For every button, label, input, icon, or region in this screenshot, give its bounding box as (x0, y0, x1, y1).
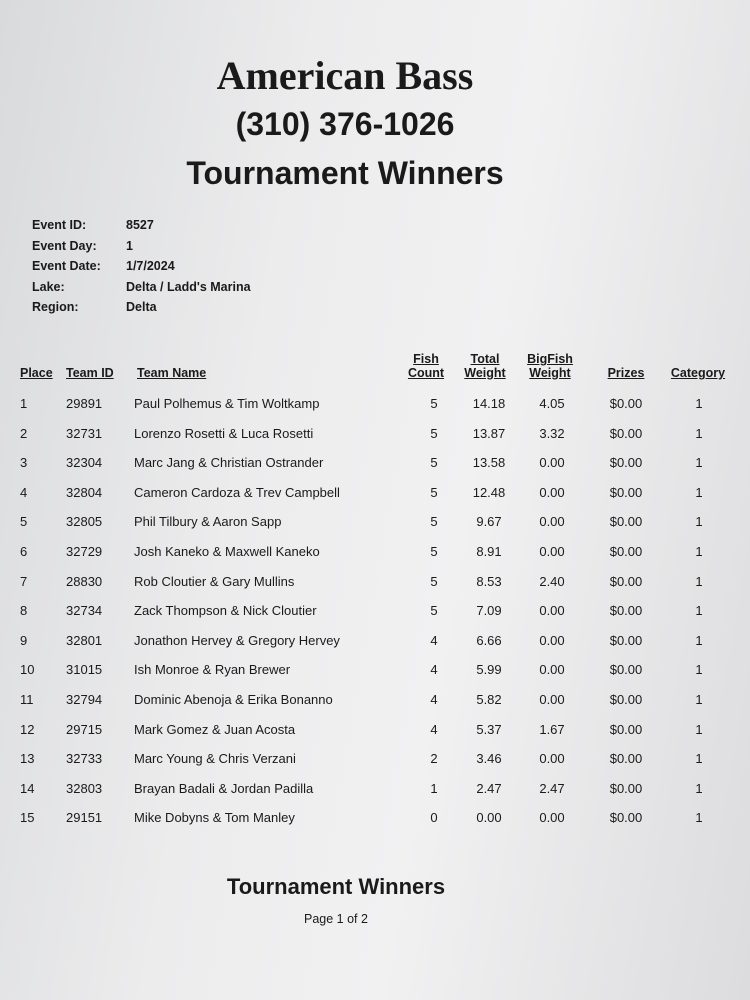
cell-place: 10 (20, 662, 35, 678)
cell-total-weight: 5.99 (476, 662, 502, 678)
cell-team-name: Paul Polhemus & Tim Woltkamp (134, 396, 320, 411)
cell-place: 15 (20, 810, 35, 826)
cell-place: 1 (20, 396, 28, 411)
cell-category: 1 (695, 632, 703, 648)
cell-fish-count: 0 (430, 810, 438, 826)
footer-title: Tournament Winners (226, 874, 446, 899)
cell-total-weight: 13.87 (472, 425, 506, 441)
header-bigfish-weight (520, 352, 580, 380)
cell-total-weight: 13.58 (472, 455, 506, 471)
cell-total-weight: 8.53 (476, 573, 502, 589)
cell-category: 1 (695, 455, 703, 471)
cell-bigfish-weight: 4.05 (539, 396, 565, 411)
cell-bigfish-weight: 0.00 (539, 455, 565, 471)
header-bigfish-weight-line1: BigFish (527, 352, 573, 366)
cell-place: 7 (20, 573, 28, 589)
cell-fish-count: 4 (430, 662, 438, 678)
cell-team-id: 29151 (66, 810, 103, 826)
cell-team-name: Lorenzo Rosetti & Luca Rosetti (134, 425, 314, 441)
cell-total-weight: 14.18 (472, 396, 506, 411)
cell-fish-count: 5 (430, 603, 438, 619)
event-detail-row (32, 239, 251, 260)
event-date-value: 1/7/2024 (126, 259, 175, 273)
cell-place: 9 (20, 632, 28, 648)
cell-team-id: 29715 (66, 721, 103, 737)
cell-category: 1 (695, 603, 703, 619)
cell-category: 1 (695, 721, 703, 737)
cell-category: 1 (695, 514, 703, 530)
cell-place: 8 (20, 603, 28, 619)
cell-team-id: 31015 (66, 662, 103, 678)
cell-prizes: $0.00 (609, 780, 643, 796)
cell-category: 1 (695, 691, 703, 707)
table-row (18, 802, 734, 832)
cell-fish-count: 5 (430, 573, 438, 589)
cell-place: 4 (20, 484, 28, 500)
cell-category: 1 (695, 751, 703, 767)
event-id-value: 8527 (126, 218, 154, 232)
header-total-weight-line1: Total (470, 352, 500, 366)
cell-category: 1 (695, 425, 703, 441)
cell-prizes: $0.00 (609, 484, 643, 500)
lake-label: Lake: (32, 279, 65, 294)
cell-total-weight: 0.00 (476, 810, 502, 826)
table-row (18, 388, 734, 418)
cell-total-weight: 7.09 (476, 603, 502, 619)
cell-place: 5 (20, 514, 28, 530)
event-id-label: Event ID: (32, 218, 87, 232)
cell-bigfish-weight: 0.00 (539, 543, 565, 559)
cell-place: 2 (20, 425, 28, 441)
cell-fish-count: 5 (430, 396, 438, 411)
table-row (18, 654, 734, 684)
header-fish-count-line2: Count (407, 366, 445, 380)
table-row (18, 773, 734, 803)
cell-place: 11 (20, 691, 34, 707)
cell-bigfish-weight: 0.00 (539, 810, 565, 826)
cell-team-id: 32731 (66, 425, 103, 441)
cell-prizes: $0.00 (609, 632, 643, 648)
cell-team-id: 32304 (66, 455, 103, 471)
table-row (18, 625, 734, 655)
cell-bigfish-weight: 2.47 (539, 780, 565, 796)
cell-category: 1 (695, 484, 703, 500)
cell-team-id: 32794 (66, 691, 103, 707)
cell-fish-count: 1 (430, 780, 438, 796)
cell-bigfish-weight: 0.00 (539, 484, 565, 500)
cell-team-name: Brayan Badali & Jordan Padilla (134, 780, 314, 796)
cell-prizes: $0.00 (609, 691, 643, 707)
cell-prizes: $0.00 (609, 662, 643, 678)
cell-team-name: Phil Tilbury & Aaron Sapp (134, 514, 282, 530)
header-fish-count (404, 352, 448, 380)
cell-total-weight: 2.47 (476, 780, 502, 796)
cell-fish-count: 5 (430, 514, 438, 530)
cell-team-name: Cameron Cardoza & Trev Campbell (134, 484, 340, 500)
cell-place: 6 (20, 543, 28, 559)
page-title: Tournament Winners (186, 155, 504, 191)
table-row (18, 536, 734, 566)
cell-team-name: Mike Dobyns & Tom Manley (134, 810, 295, 826)
cell-bigfish-weight: 0.00 (539, 514, 565, 530)
cell-bigfish-weight: 0.00 (539, 751, 565, 767)
cell-team-name: Josh Kaneko & Maxwell Kaneko (134, 543, 320, 559)
cell-team-name: Dominic Abenoja & Erika Bonanno (134, 691, 333, 707)
cell-team-name: Marc Young & Chris Verzani (134, 751, 296, 767)
table-row (18, 418, 734, 448)
cell-fish-count: 4 (430, 721, 438, 737)
cell-team-id: 32803 (66, 780, 103, 796)
cell-prizes: $0.00 (609, 810, 643, 826)
cell-bigfish-weight: 0.00 (539, 632, 565, 648)
header-bigfish-weight-line2: Weight (529, 366, 571, 380)
cell-team-name: Ish Monroe & Ryan Brewer (134, 662, 291, 678)
lake-value: Delta / Ladd's Marina (126, 279, 251, 294)
table-row (18, 743, 734, 773)
cell-place: 3 (20, 455, 28, 471)
event-date-label: Event Date: (32, 259, 101, 273)
cell-prizes: $0.00 (609, 573, 643, 589)
cell-category: 1 (695, 810, 703, 826)
cell-team-id: 32729 (66, 543, 103, 559)
cell-prizes: $0.00 (609, 455, 643, 471)
event-detail-row (32, 300, 251, 321)
cell-total-weight: 5.82 (476, 691, 502, 707)
cell-bigfish-weight: 3.32 (539, 425, 565, 441)
cell-total-weight: 8.91 (476, 543, 502, 559)
event-detail-row (32, 218, 251, 239)
event-detail-row (32, 259, 251, 280)
cell-bigfish-weight: 1.67 (539, 721, 565, 737)
cell-fish-count: 5 (430, 543, 438, 559)
header-prizes: Prizes (607, 366, 645, 380)
header-category: Category (670, 366, 726, 380)
cell-prizes: $0.00 (609, 514, 643, 530)
cell-prizes: $0.00 (609, 721, 643, 737)
cell-team-name: Zack Thompson & Nick Cloutier (134, 603, 317, 619)
cell-total-weight: 9.67 (476, 514, 502, 530)
region-label: Region: (32, 300, 79, 314)
cell-bigfish-weight: 0.00 (539, 662, 565, 678)
header-team-name: Team Name (137, 366, 207, 380)
table-row (18, 684, 734, 714)
cell-prizes: $0.00 (609, 543, 643, 559)
cell-prizes: $0.00 (609, 751, 643, 767)
cell-fish-count: 2 (430, 751, 438, 767)
cell-team-id: 32734 (66, 603, 103, 619)
region-value: Delta (126, 300, 157, 314)
cell-bigfish-weight: 0.00 (539, 603, 565, 619)
cell-team-name: Mark Gomez & Juan Acosta (134, 721, 296, 737)
cell-prizes: $0.00 (609, 603, 643, 619)
cell-bigfish-weight: 2.40 (539, 573, 565, 589)
page-number: Page 1 of 2 (304, 912, 368, 926)
cell-team-id: 32804 (66, 484, 103, 500)
cell-total-weight: 3.46 (476, 751, 502, 767)
cell-bigfish-weight: 0.00 (539, 691, 565, 707)
cell-category: 1 (695, 662, 703, 678)
cell-fish-count: 4 (430, 691, 438, 707)
cell-total-weight: 12.48 (472, 484, 506, 500)
cell-total-weight: 6.66 (476, 632, 502, 648)
cell-total-weight: 5.37 (476, 721, 502, 737)
cell-category: 1 (695, 543, 703, 559)
phone-number: (310) 376-1026 (235, 106, 455, 142)
organization-name: American Bass (216, 53, 474, 98)
table-row (18, 714, 734, 744)
cell-team-id: 29891 (66, 396, 103, 411)
cell-category: 1 (695, 396, 703, 411)
header-total-weight-line2: Weight (464, 366, 506, 380)
event-day-value: 1 (126, 238, 133, 253)
event-day-label: Event Day: (32, 238, 97, 253)
table-row (18, 477, 734, 507)
header-team-id: Team ID (66, 366, 114, 380)
table-header (18, 346, 734, 380)
cell-category: 1 (695, 780, 703, 796)
results-table (18, 346, 734, 832)
cell-team-name: Jonathon Hervey & Gregory Hervey (134, 632, 340, 648)
cell-fish-count: 4 (430, 632, 438, 648)
table-row (18, 447, 734, 477)
table-body (18, 388, 734, 832)
cell-fish-count: 5 (430, 484, 438, 500)
cell-fish-count: 5 (430, 425, 438, 441)
cell-team-id: 32733 (66, 751, 103, 767)
cell-team-id: 28830 (66, 573, 103, 589)
cell-place: 12 (20, 721, 35, 737)
event-details (32, 218, 251, 321)
cell-place: 14 (20, 780, 35, 796)
cell-place: 13 (20, 751, 35, 767)
header-place: Place (20, 366, 53, 380)
cell-fish-count: 5 (430, 455, 438, 471)
cell-prizes: $0.00 (609, 425, 643, 441)
header-fish-count-line1: Fish (413, 352, 439, 366)
cell-team-id: 32801 (66, 632, 103, 648)
cell-team-name: Marc Jang & Christian Ostrander (134, 455, 324, 471)
event-detail-row (32, 280, 251, 301)
cell-category: 1 (695, 573, 703, 589)
cell-team-id: 32805 (66, 514, 103, 530)
cell-team-name: Rob Cloutier & Gary Mullins (134, 573, 295, 589)
table-row (18, 566, 734, 596)
header-total-weight (460, 352, 510, 380)
table-row (18, 595, 734, 625)
cell-prizes: $0.00 (609, 396, 643, 411)
table-row (18, 506, 734, 536)
